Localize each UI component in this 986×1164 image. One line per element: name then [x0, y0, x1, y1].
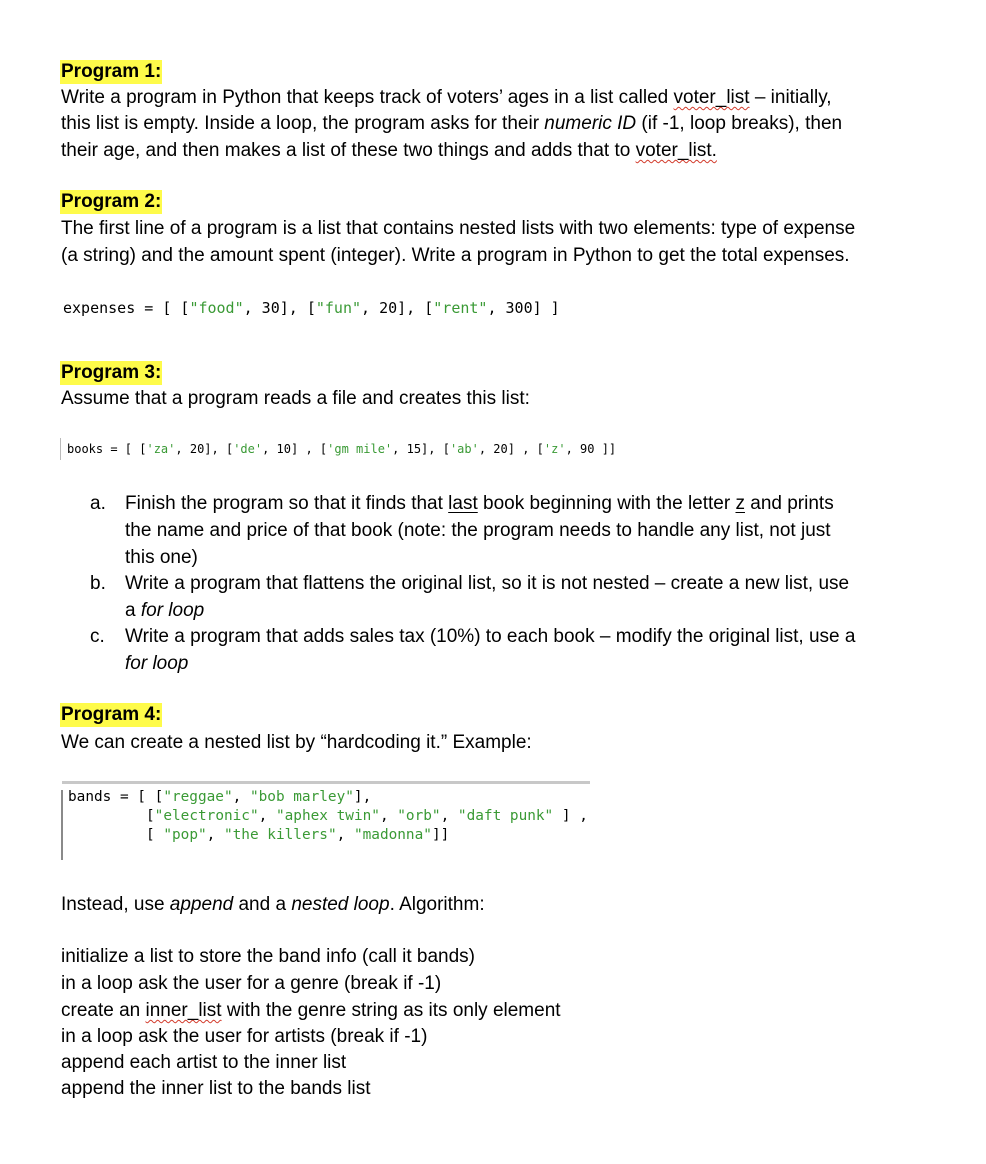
document-page: Program 1: Write a program in Python that keeps track of voters’ ages in a list called voter_list – initially, this list is empty. Inside a loop, the program asks for their numeric ID (if -1, loop breaks), then their age, and then makes a list of these two things and adds that to voter_list. Program 2: The first line of a program is a list that contains nested lists with two elements: type of expense (a string) and the amount spent (integer). Write a program in Python to get the total expenses. expenses = [ ["food", 30], ["fun", 20], ["rent", 300] ] Program 3: Assume that a program reads a file and creates this list: books = [ ['za', 20], ['de', 10] , ['gm mile', 15], ['ab', 20] , ['z', 90 ]] a. Finish the program so that it finds that last book beginning with the letter z and prints the name and price of that book (note: the program needs to handle any list, not just this one) b. Write a program that flattens the original list, so it is not nested – create a new list, use a for loop c. Write a program that adds sales tax (10%) to each book – modify the original list, use a for loop Program 4: We can create a nested list by “hardcoding it.” Example: bands = [ ["reggae", "bob marley"], ["electronic", "aphex twin", "orb", "daft punk" ] , [ "pop", "the killers", "madonna"]] Instead, use append and a nested loop. Algorithm: initialize a list to store the band info (call it bands) in a loop ask the user for a genre (break if -1) create an inner_list with the genre string as its only element in a loop ask the user for artists (break if -1) append each artist to the inner list append the inner list to the bands list [0, 0, 986, 1164]
algorithm-step-6: append the inner list to the bands list [61, 1078, 371, 1099]
bands-code: bands = [ ["reggae", "bob marley"], ["electronic", "aphex twin", "orb", "daft punk" ] , [ "pop", "the killers", "madonna"]] [68, 789, 588, 843]
code-box-left-border [61, 790, 63, 860]
program-1-line-3: their age, and then makes a list of these two things and adds that to voter_list. [61, 140, 717, 161]
program-2-line-1: The first line of a program is a list that contains nested lists with two elements: type of expense [61, 218, 856, 239]
z-term: z [735, 493, 745, 514]
voter-list-term-2: voter_list. [635, 140, 717, 161]
voter-list-term: voter_list [673, 87, 750, 108]
algorithm-step-5: append each artist to the inner list [61, 1052, 347, 1073]
program-1-heading: Program 1: [61, 61, 162, 82]
expenses-code: expenses = [ ["food", 30], ["fun", 20], ["rent", 300] ] [63, 299, 560, 317]
code-gutter-line [60, 438, 61, 460]
algorithm-step-3: create an inner_list with the genre string as its only element [61, 1000, 561, 1021]
program-3-heading: Program 3: [61, 362, 162, 383]
program-3-intro: Assume that a program reads a file and creates this list: [61, 388, 530, 409]
inner-list-term: inner_list [145, 1000, 222, 1021]
algorithm-step-4: in a loop ask the user for artists (break if -1) [61, 1026, 428, 1047]
program-1-line-1: Write a program in Python that keeps track of voters’ ages in a list called voter_list – initially, [61, 87, 832, 108]
numeric-id-term: numeric ID [544, 113, 637, 134]
instead-line: Instead, use append and a nested loop. Algorithm: [61, 894, 485, 915]
algorithm-step-2: in a loop ask the user for a genre (break if -1) [61, 973, 442, 994]
program-4-intro: We can create a nested list by “hardcoding it.” Example: [61, 732, 532, 753]
code-box-top-border [62, 781, 590, 784]
last-term: last [448, 493, 478, 514]
algorithm-step-1: initialize a list to store the band info (call it bands) [61, 946, 475, 967]
program-2-line-2: (a string) and the amount spent (integer). Write a program in Python to get the total expenses. [61, 245, 850, 266]
program-4-heading: Program 4: [61, 704, 162, 725]
books-code: books = [ ['za', 20], ['de', 10] , ['gm mile', 15], ['ab', 20] , ['z', 90 ]] [67, 442, 617, 456]
program-2-heading: Program 2: [61, 191, 162, 212]
program-1-line-2: this list is empty. Inside a loop, the program asks for their numeric ID (if -1, loop breaks), then [61, 113, 843, 134]
